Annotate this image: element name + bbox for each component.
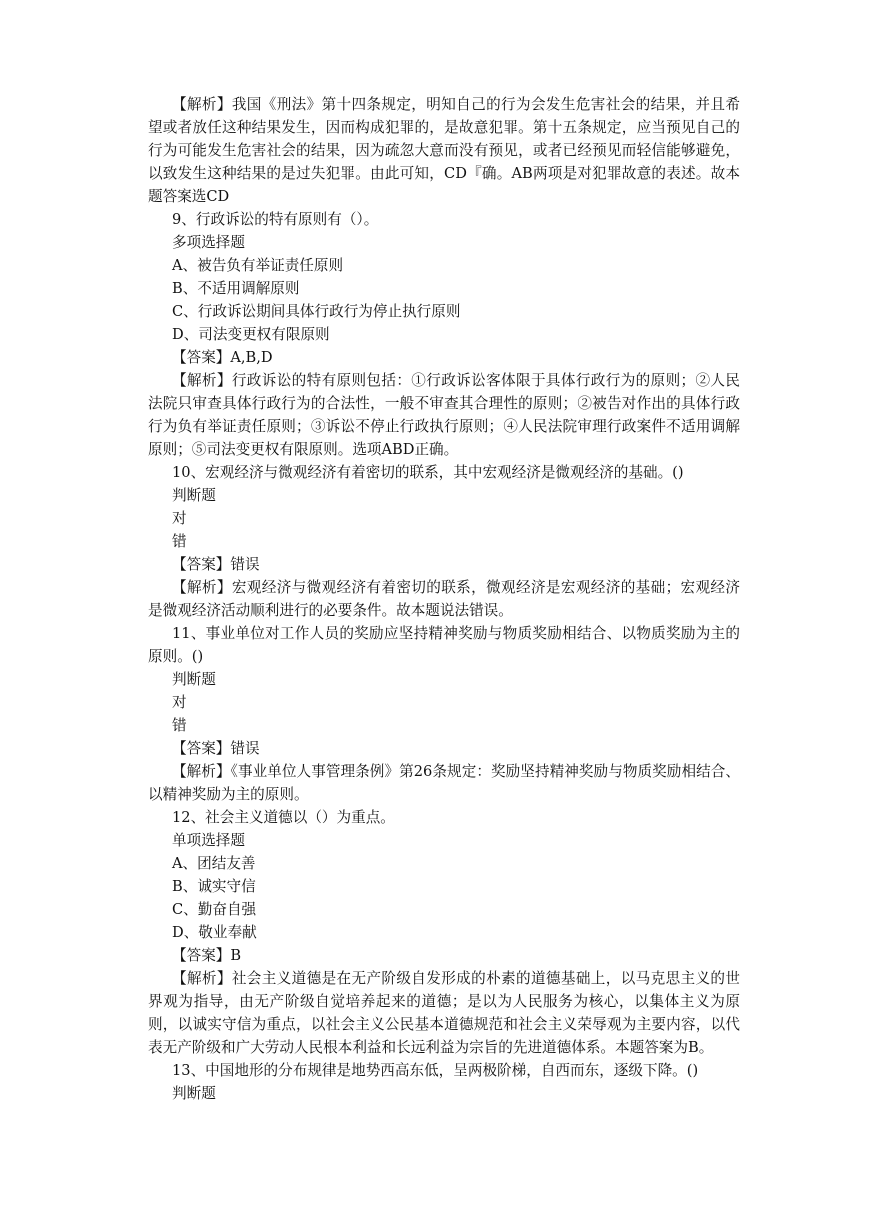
- text-line: 12、社会主义道德以（）为重点。: [172, 809, 395, 826]
- text-line: 对: [172, 694, 187, 711]
- text-line: 【答案】错误: [172, 556, 260, 573]
- paragraph: 【解析】宏观经济与微观经济有着密切的联系，微观经济是宏观经济的基础；宏观经济是微观经济活动顺利进行的必要条件。故本题说法错误。: [148, 579, 740, 619]
- paragraph: 【解析】社会主义道德是在无产阶级自发形成的朴素的道德基础上，以马克思主义的世界观为指导，由无产阶级自觉培养起来的道德；是以为人民服务为核心，以集体主义为原则，以诚实守信为重点，以社会主义公民基本道德规范和社会主义荣辱观为主要内容，以代表无产阶级和广大劳动人民根本利益和长远利益为宗旨的先进道德体系。本题答案为B。: [148, 970, 740, 1056]
- text-line: 判断题: [172, 1085, 216, 1102]
- text-line: 多项选择题: [172, 234, 245, 251]
- text-line: A、团结友善: [172, 855, 256, 872]
- text-line: 错: [172, 533, 187, 550]
- text-line: 判断题: [172, 487, 216, 504]
- text-line: 判断题: [172, 671, 216, 688]
- text-line: 【答案】B: [172, 947, 242, 964]
- text-line: D、司法变更权有限原则: [172, 326, 330, 343]
- text-line: 9、行政诉讼的特有原则有（）。: [172, 211, 379, 228]
- text-line: B、诚实守信: [172, 878, 256, 895]
- document-body: [148, 93, 740, 1105]
- text-line: 对: [172, 510, 187, 527]
- text-line: 10、宏观经济与微观经济有着密切的联系，其中宏观经济是微观经济的基础。(): [172, 464, 684, 481]
- text-line: D、敬业奉献: [172, 924, 257, 941]
- text-line: 错: [172, 717, 187, 734]
- paragraph: 【解析】我国《刑法》第十四条规定，明知自己的行为会发生危害社会的结果，并且希望或者放任这种结果发生，因而构成犯罪的，是故意犯罪。第十五条规定，应当预见自己的行为可能发生危害社会的结果，因为疏忽大意而没有预见，或者已经预见而轻信能够避免，以致发生这种结果的是过失犯罪。由此可知，CD『确。AB两项是对犯罪故意的表述。故本题答案选CD: [148, 96, 740, 205]
- text-line: 单项选择题: [172, 832, 245, 849]
- text-line: 13、中国地形的分布规律是地势西高东低，呈两极阶梯，自西而东，逐级下降。(): [172, 1062, 699, 1079]
- text-line: A、被告负有举证责任原则: [172, 257, 344, 274]
- text-line: 【答案】错误: [172, 740, 260, 757]
- text-line: B、不适用调解原则: [172, 280, 300, 297]
- text-line: C、勤奋自强: [172, 901, 257, 918]
- paragraph: 【解析】《事业单位人事管理条例》第26条规定：奖励坚持精神奖励与物质奖励相结合、以精神奖励为主的原则。: [148, 763, 740, 803]
- paragraph: 11、事业单位对工作人员的奖励应坚持精神奖励与物质奖励相结合、以物质奖励为主的原则。(): [148, 625, 740, 665]
- paragraph: 【解析】行政诉讼的特有原则包括：①行政诉讼客体限于具体行政行为的原则；②人民法院只审查具体行政行为的合法性，一般不审查其合理性的原则；②被告对作出的具体行政行为负有举证责任原则；③诉讼不停止行政执行原则；④人民法院审理行政案件不适用调解原则；⑤司法变更权有限原则。选项ABD正确。: [148, 372, 740, 458]
- text-line: C、行政诉讼期间具体行政行为停止执行原则: [172, 303, 461, 320]
- text-line: 【答案】A,B,D: [172, 349, 273, 366]
